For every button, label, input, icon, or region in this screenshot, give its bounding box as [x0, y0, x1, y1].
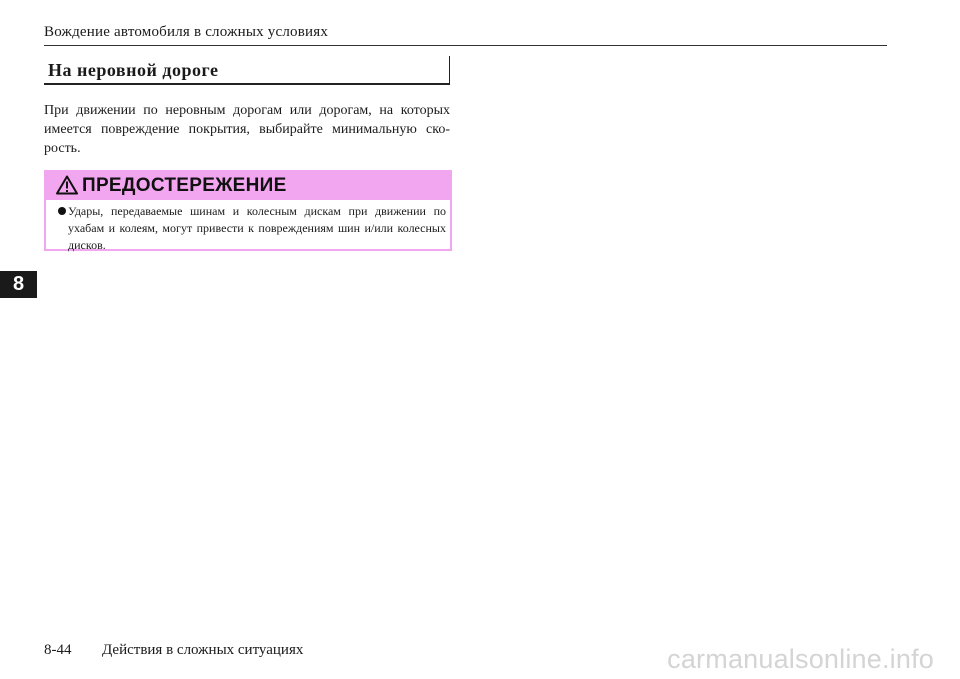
page-header-title: Вождение автомобиля в сложных условиях [44, 24, 329, 40]
watermark-text: carmanualsonline.info [667, 644, 934, 674]
footer-page-number: 8-44 [44, 642, 72, 658]
section-heading-text: На неровной дороге [48, 60, 219, 80]
section-body-text: При движении по неровным дорогам или дорогам, на которых имеется повреждение покрытия, выбирайте минимальную ско-рость. [44, 103, 450, 156]
warning-triangle-icon [56, 175, 78, 195]
warning-box [44, 170, 452, 251]
section-heading [44, 56, 450, 85]
warning-title: ПРЕДОСТЕРЕЖЕНИЕ [82, 175, 287, 196]
header-divider [44, 45, 887, 46]
warning-list-item [52, 203, 446, 254]
warning-item-text: Удары, передаваемые шинам и колесным дискам при движении по ухабам и колеям, могут привести к повреждениям шин и/или колесных дисков. [68, 204, 446, 252]
warning-header [46, 172, 450, 200]
chapter-tab-number: 8 [12, 273, 25, 295]
bullet-icon [58, 207, 66, 215]
footer-chapter-title: Действия в сложных ситуациях [102, 642, 304, 658]
chapter-side-tab [0, 271, 37, 298]
